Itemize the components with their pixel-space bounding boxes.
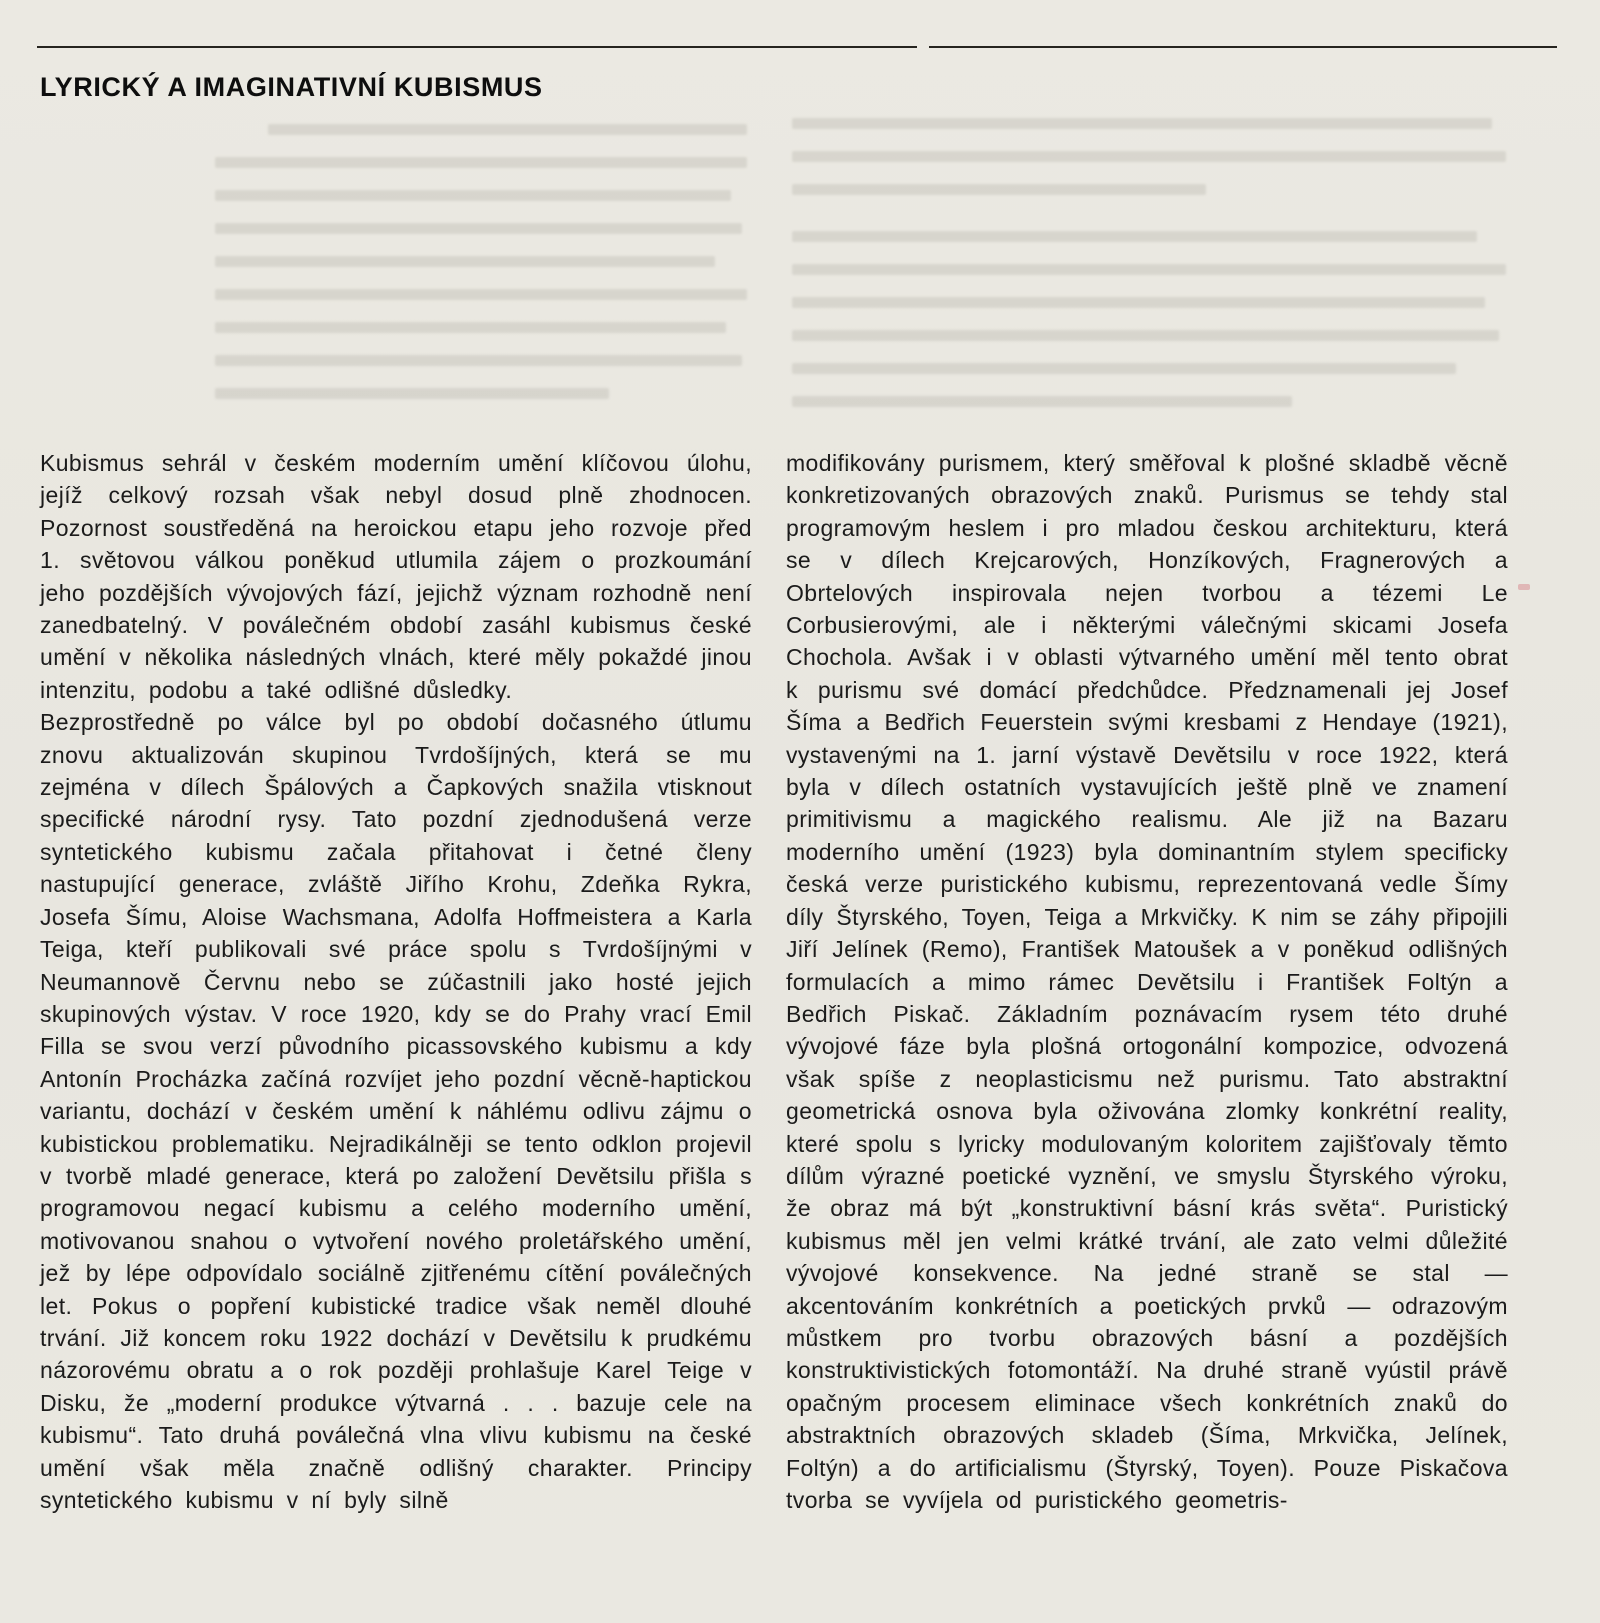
body-paragraph: Kubismus sehrál v českém moderním umění klíčovou úlohu, jejíž celkový rozsah však nebyl dosud plně zhodnocen. Pozornost soustředěná na heroickou etapu jeho rozvoje před 1. světovou válkou poněkud utlumila zájem o prozkoumání jeho pozdějších vývojových fází, jejichž význam rozhodně není zanedbatelný. V poválečném období zasáhl kubismus české umění v několika následných vlnách, které měly pokaždé jinou intenzitu, podobu a také odlišné důsledky. (40, 450, 752, 703)
showthrough-line (215, 388, 609, 399)
showthrough-line (792, 330, 1499, 341)
showthrough-line (268, 124, 747, 135)
page-title: LYRICKÝ A IMAGINATIVNÍ KUBISMUS (40, 72, 543, 102)
showthrough-line (792, 264, 1506, 275)
showthrough-line (215, 322, 726, 333)
showthrough-line (792, 231, 1477, 242)
showthrough-line (215, 157, 747, 168)
body-paragraph: Bezprostředně po válce byl po období dočasného útlumu znovu aktualizován skupinou Tvrdošíjných, která se mu zejména v dílech Špálových a Čapkových snažila vtisknout specifické národní rysy. Tato pozdní zjednodušená verze syntetického kubismu začala přitahovat i četné členy nastupující generace, zvláště Jiřího Krohu, Zdeňka Rykra, Josefa Šímu, Aloise Wachsmana, Adolfa Hoffmeistera a Karla Teiga, kteří publikovali své práce spolu s Tvrdošíjnými v Neumannově Červnu nebo se zúčastnili jako hosté jejich skupinových výstav. V roce 1920, kdy se do Prahy vrací Emil Filla se svou verzí původního picassovského kubismu a kdy Antonín Procházka začíná rozvíjet jeho pozdní věcně-haptickou variantu, dochází v českém umění k náhlému odlivu zájmu o kubistickou problematiku. Nejradikálněji se tento odklon projevil v tvorbě mladé generace, která po založení Devětsilu přišla s programovou negací kubismu a celého moderního umění, motivovanou snahou o vytvoření nového proletářského umění, jež by lépe odpovídalo sociálně zjitřenému cítění poválečných let. Pokus o popření kubistické tradice však neměl dlouhé trvání. Již koncem roku 1922 dochází v Devětsilu k prudkému názorovému obratu a o rok později prohlašuje Karel Teige v Disku, že „moderní produkce výtvarná . . . bazuje cele na kubismu“. Tato druhá poválečná vlna vlivu kubismu na české umění však měla značně odlišný charakter. Principy syntetického kubismu v ní byly silně (40, 709, 752, 1513)
text-column-left (40, 447, 752, 1516)
showthrough-right (792, 118, 1506, 429)
stray-ink-mark (1518, 584, 1530, 590)
showthrough-line (792, 363, 1456, 374)
showthrough-line (792, 297, 1485, 308)
showthrough-line (792, 118, 1492, 129)
showthrough-line (215, 190, 731, 201)
top-rule-left (37, 46, 917, 48)
showthrough-line (215, 223, 742, 234)
showthrough-line (215, 289, 747, 300)
showthrough-line (215, 256, 715, 267)
body-paragraph: modifikovány purismem, který směřoval k plošné skladbě věcně konkretizovaných obrazových znaků. Purismus se tehdy stal programovým heslem i pro mladou českou architekturu, která se v dílech Krejcarových, Honzíkových, Fragnerových a Obrtelových inspirovala nejen tvorbou a tézemi Le Corbusierovými, ale i některými válečnými skicami Josefa Chochola. Avšak i v oblasti výtvarného umění měl tento obrat k purismu své domácí předchůdce. Předznamenali jej Josef Šíma a Bedřich Feuerstein svými kresbami z Hendaye (1921), vystavenými na 1. jarní výstavě Devětsilu v roce 1922, která byla v dílech ostatních vystavujících ještě plně ve znamení primitivismu a magického realismu. Ale již na Bazaru moderního umění (1923) byla dominantním stylem specificky česká verze puristického kubismu, reprezentovaná vedle Šímy díly Štyrského, Toyen, Teiga a Mrkvičky. K nim se záhy připojili Jiří Jelínek (Remo), František Matoušek a v poněkud odlišných formulacích a mimo rámec Devětsilu i František Foltýn a Bedřich Piskač. Základním poznávacím rysem této druhé vývojové fáze byla plošná ortogonální kompozice, odvozená však spíše z neoplasticismu než purismu. Tato abstraktní geometrická osnova byla oživována zlomky konkrétní reality, které spolu s lyricky modulovaným koloritem zajišťovaly těmto dílům výrazné poetické vyznění, ve smyslu Štyrského výroku, že obraz má být „konstruktivní básní krás světa“. Puristický kubismus měl jen velmi krátké trvání, ale zato velmi důležité vývojové konsekvence. Na jedné straně se stal — akcentováním konkrétních a poetických prvků — odrazovým můstkem pro tvorbu obrazových básní a pozdějších konstruktivistických fotomontáží. Na druhé straně vyústil právě opačným procesem eliminace všech konkrétních znaků do abstraktních obrazových skladeb (Šíma, Mrkvička, Jelínek, Foltýn) a do artificialismu (Štyrský, Toyen). Pouze Piskačova tvorba se vyvíjela od puristického geometris- (786, 450, 1508, 1513)
showthrough-line (215, 355, 742, 366)
showthrough-left (215, 124, 747, 421)
showthrough-line (792, 396, 1292, 407)
showthrough-line (792, 151, 1506, 162)
top-rule-right (929, 46, 1557, 48)
showthrough-line (792, 184, 1206, 195)
text-column-right (786, 447, 1508, 1516)
